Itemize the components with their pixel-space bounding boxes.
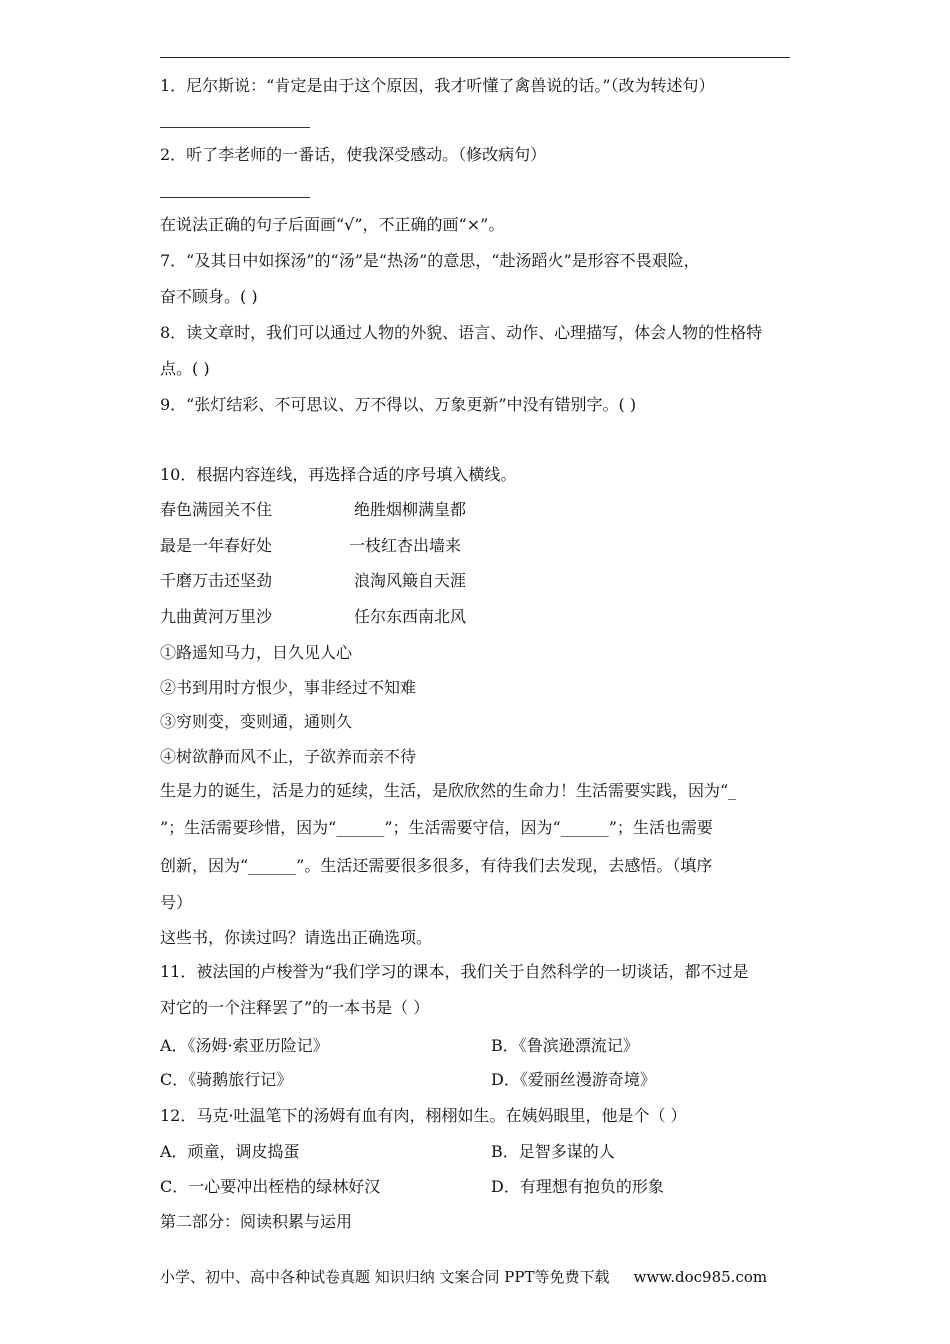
- question-9: 9．“张灯结彩、不可思议、万不得以、万象更新”中没有错别字。( ): [160, 395, 637, 414]
- match-right-item: 浪淘风簸自天涯: [354, 571, 467, 590]
- question-12: 12．马克·吐温笔下的汤姆有血有肉，栩栩如生。在姨妈眼里，他是个（ ）: [160, 1106, 687, 1125]
- page-footer: [160, 1266, 767, 1288]
- question-2: 2．听了李老师的一番话，使我深受感动。（修改病句）: [160, 145, 547, 164]
- option-item: ④树欲静而风不止，子欲养而亲不待: [160, 747, 417, 766]
- question-11-option-a[interactable]: A．《汤姆·索亚历险记》: [160, 1036, 329, 1055]
- match-right-item: 一枝红杏出墙来: [349, 536, 462, 555]
- match-left-item: 九曲黄河万里沙: [160, 607, 273, 626]
- question-11-option-c[interactable]: C．《骑鹅旅行记》: [160, 1070, 293, 1089]
- fill-paragraph-line-2: ”；生活需要珍惜，因为“______”；生活需要守信，因为“______”；生活也需要: [160, 818, 713, 837]
- option-item: ①路遥知马力，日久见人心: [160, 643, 353, 662]
- match-right-item: 绝胜烟柳满皇都: [354, 500, 467, 519]
- answer-blank-2[interactable]: [160, 197, 310, 198]
- option-item: ②书到用时方恨少，事非经过不知难: [160, 678, 417, 697]
- match-left-item: 最是一年春好处: [160, 536, 273, 555]
- answer-blank-1[interactable]: [160, 127, 310, 128]
- books-instructions: 这些书，你读过吗？请选出正确选项。: [160, 928, 433, 947]
- option-item: ③穷则变，变则通，通则久: [160, 712, 353, 731]
- question-11-option-d[interactable]: D．《爱丽丝漫游奇境》: [491, 1070, 656, 1089]
- question-8-line-1: 8．读文章时，我们可以通过人物的外貌、语言、动作、心理描写，体会人物的性格特: [160, 323, 763, 342]
- question-10: 10．根据内容连线，再选择合适的序号填入横线。: [160, 465, 517, 484]
- match-right-item: 任尔东西南北风: [354, 607, 467, 626]
- question-12-option-a[interactable]: A．顽童，调皮捣蛋: [160, 1142, 300, 1161]
- question-7-line-2: 奋不顾身。( ): [160, 287, 258, 306]
- question-8-line-2: 点。( ): [160, 359, 210, 378]
- footer-text: 小学、初中、高中各种试卷真题 知识归纳 文案合同 PPT等免费下载: [160, 1268, 610, 1286]
- judge-instructions: 在说法正确的句子后面画“√”，不正确的画“×”。: [160, 215, 505, 234]
- question-7-line-1: 7．“及其日中如探汤”的“汤”是“热汤”的意思，“赴汤蹈火”是形容不畏艰险，: [160, 251, 700, 270]
- question-12-option-d[interactable]: D．有理想有抱负的形象: [491, 1177, 664, 1196]
- match-left-item: 春色满园关不住: [160, 500, 273, 519]
- question-1: 1．尼尔斯说：“肯定是由于这个原因，我才听懂了禽兽说的话。”（改为转述句）: [160, 76, 715, 95]
- section-heading: 第二部分：阅读积累与运用: [160, 1212, 353, 1231]
- question-11-option-b[interactable]: B．《鲁滨逊漂流记》: [491, 1036, 639, 1055]
- footer-url[interactable]: www.doc985.com: [633, 1268, 768, 1286]
- header-rule: [160, 57, 790, 58]
- question-11-line-1: 11．被法国的卢梭誉为“我们学习的课本，我们关于自然科学的一切谈话，都不过是: [160, 962, 749, 981]
- match-left-item: 千磨万击还坚劲: [160, 571, 273, 590]
- question-12-option-c[interactable]: C．一心要冲出桎梏的绿林好汉: [160, 1177, 381, 1196]
- fill-paragraph-line-1: 生是力的诞生，活是力的延续，生活，是欣欣然的生命力！生活需要实践，因为“_: [160, 781, 737, 800]
- fill-paragraph-line-3: 创新，因为“______”。生活还需要很多很多，有待我们去发现，去感悟。（填序: [160, 856, 713, 875]
- question-12-option-b[interactable]: B．足智多谋的人: [491, 1142, 615, 1161]
- fill-paragraph-line-4: 号）: [160, 893, 193, 912]
- question-11-line-2: 对它的一个注释罢了”的一本书是（ ）: [160, 998, 430, 1017]
